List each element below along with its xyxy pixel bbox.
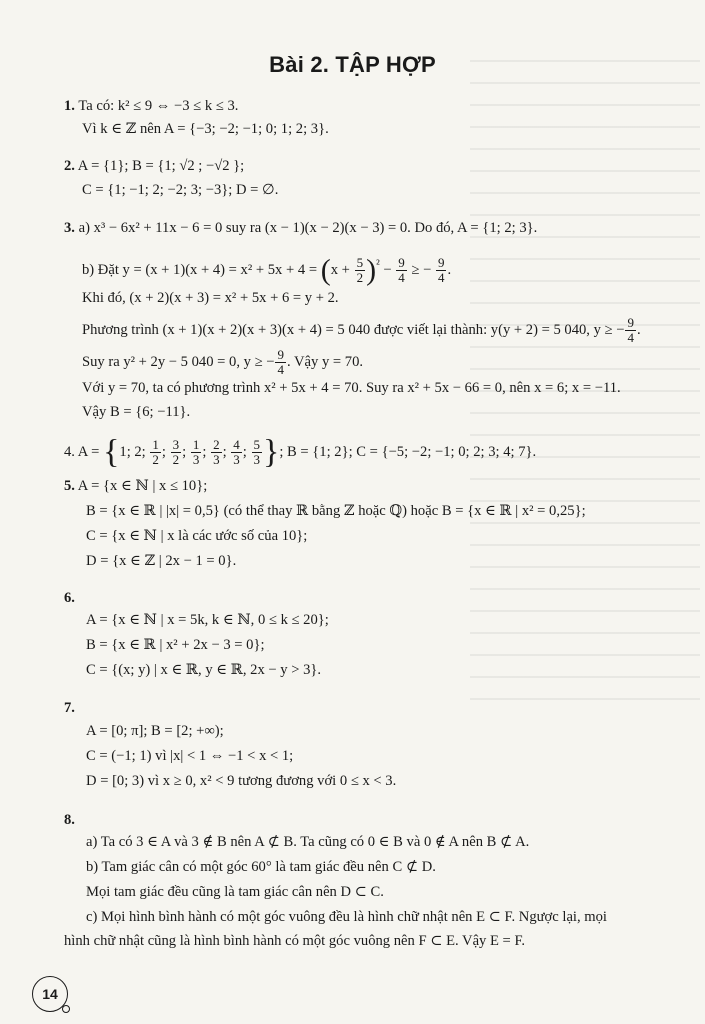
fraction-2-3: $\frac{2}{3}$	[213, 437, 220, 467]
exercise-7-number: 7.	[64, 700, 75, 716]
exercise-3-line-a: 3. a) x³ − 6x² + 11x − 6 = 0 suy ra (x − 1)(x − 2)(x − 3) = 0. Do đó, A = {1; 2; 3}.	[64, 220, 538, 236]
exercise-8-line-c: Mọi tam giác đều cũng là tam giác cân nên D ⊂ C.	[86, 884, 384, 900]
exercise-5-line-c: C = {x ∈ ℕ | x là các ước số của 10};	[86, 528, 308, 544]
exercise-3-line-c: Khi đó, (x + 2)(x + 3) = x² + 5x + 6 = y + 2.	[82, 290, 339, 306]
exercise-6-line-a: A = {x ∈ ℕ | x = 5k, k ∈ ℕ, 0 ≤ k ≤ 20};	[86, 612, 329, 628]
exercise-7-line-a: A = [0; π]; B = [2; +∞);	[86, 723, 224, 739]
exercise-number: 2.	[64, 158, 75, 174]
exercise-number: 1.	[64, 98, 75, 114]
exercise-8-line-e: hình chữ nhật cũng là hình bình hành có một góc vuông nên F ⊂ E. Vậy E = F.	[64, 933, 526, 949]
fraction-3-2: $\frac{3}{2}$	[172, 437, 180, 467]
exercise-8-number: 8.	[64, 812, 75, 828]
exercise-3-b-inner: x +	[330, 261, 350, 278]
exercise-1-line-1: 1. Ta có: k² ≤ 9 ⇔ −3 ≤ k ≤ 3.	[64, 98, 239, 114]
exercise-6-number: 6.	[64, 590, 75, 606]
exercise-3-line-d: Phương trình (x + 1)(x + 2)(x + 3)(x + 4) = 5 040 được viết lại thành: y(y + 2) = 5 040, y ≥ − $\frac{9}{4}$ .	[82, 315, 641, 345]
exercise-2-line-2: C = {1; −1; 2; −2; 3; −3}; D = ∅.	[82, 182, 279, 198]
fraction-1-3: $\frac{1}{3}$	[192, 437, 200, 467]
exercise-6-line-c: C = {(x; y) | x ∈ ℝ, y ∈ ℝ, 2x − y > 3}.	[86, 662, 322, 678]
page-number: 14	[32, 976, 68, 1012]
exercise-4-line: 4. A = {1; 2; $\frac{1}{2}$ ; $\frac{3}{2}$ ; $\frac{1}{3}$ ; $\frac{2}{3}$ ; $\frac{4}{3}$ ; $\frac{5}{3}$ }; B = {1; 2}; C = {−5; −2; −1; 0; 2; 3; 4; 7}.	[64, 433, 537, 471]
exercise-1-line-2: Vì k ∈ ℤ nên A = {−3; −2; −1; 0; 1; 2; 3}.	[82, 121, 329, 137]
page-number-ornament	[62, 1005, 70, 1013]
fraction-4-3: $\frac{4}{3}$	[233, 437, 240, 467]
exercise-3-line-f: Với y = 70, ta có phương trình x² + 5x + 4 = 70. Suy ra x² + 5x − 66 = 0, nên x = 6; x = −11.	[82, 380, 621, 396]
exercise-5-line-b: B = {x ∈ ℝ | |x| = 0,5} (có thể thay ℝ bằng ℤ hoặc ℚ) hoặc B = {x ∈ ℝ | x² = 0,25};	[86, 503, 586, 519]
exercise-3-line-b: b) Đặt y = (x + 1)(x + 4) = x² + 5x + 4 = (x + $\frac{5}{2}$ )$^{^2}$ − $\frac{9}{4}$ ≥ − $\frac{9}{4}$ .	[82, 253, 452, 287]
exercise-2-line-1: 2. A = {1}; B = {1; √2 ; −√2 };	[64, 158, 245, 174]
exercise-8-line-b: b) Tam giác cân có một góc 60° là tam giác đều nên C ⊄ D.	[86, 859, 436, 875]
exercise-7-line-c: D = [0; 3) vì x ≥ 0, x² < 9 tương đương với 0 ≤ x < 3.	[86, 773, 397, 789]
exercise-6-line-b: B = {x ∈ ℝ | x² + 2x − 3 = 0};	[86, 637, 265, 653]
exercise-8-line-a: a) Ta có 3 ∈ A và 3 ∉ B nên A ⊄ B. Ta cũng có 0 ∈ B và 0 ∉ A nên B ⊄ A.	[86, 834, 530, 850]
exercise-8-line-d: c) Mọi hình bình hành có một góc vuông đều là hình chữ nhật nên E ⊂ F. Ngược lại, mọi	[86, 909, 607, 925]
fraction-5-2: $\frac{5}{2}$	[356, 255, 364, 286]
fraction-9-4: $\frac{9}{4}$	[437, 255, 445, 286]
fraction-9-4: $\frac{9}{4}$	[277, 347, 284, 377]
exercise-3-b-prefix: b) Đặt y = (x + 1)(x + 4) = x² + 5x + 4 =	[82, 261, 318, 278]
fraction-9-4: $\frac{9}{4}$	[627, 315, 634, 345]
exercise-number: 5.	[64, 478, 75, 494]
fraction-5-3: $\frac{5}{3}$	[253, 437, 260, 467]
exercise-5-line-d: D = {x ∈ ℤ | 2x − 1 = 0}.	[86, 553, 237, 569]
exercise-3-line-e: Suy ra y² + 2y − 5 040 = 0, y ≥ − $\frac{9}{4}$ . Vậy y = 70.	[82, 347, 364, 377]
fraction-1-2: $\frac{1}{2}$	[152, 437, 159, 467]
exercise-5-line-a: 5. A = {x ∈ ℕ | x ≤ 10};	[64, 478, 208, 494]
exercise-7-line-b: C = (−1; 1) vì |x| < 1 ⇔ −1 < x < 1;	[86, 748, 294, 764]
fraction-9-4: $\frac{9}{4}$	[398, 255, 405, 286]
exercise-number: 3.	[64, 220, 75, 236]
exercise-3-line-g: Vậy B = {6; −11}.	[82, 404, 191, 420]
page-title: Bài 2. TẬP HỢP	[269, 52, 436, 77]
